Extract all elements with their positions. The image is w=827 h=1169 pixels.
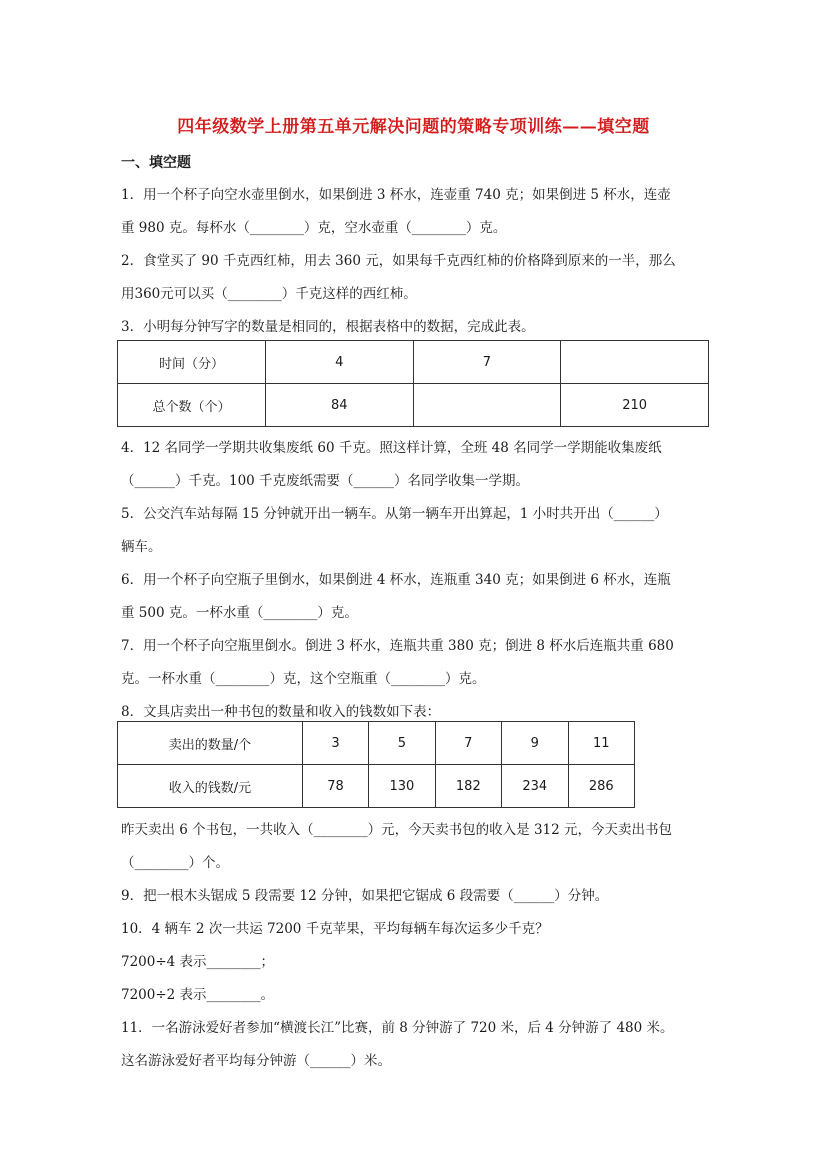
question-9-line-1: 9．把一根木头锯成 5 段需要 12 分钟，如果把它锯成 6 段需要（______）分钟。 <box>121 888 609 904</box>
question-5-line-2: 辆车。 <box>121 539 162 555</box>
table-row <box>118 384 709 427</box>
question-7-line-1: 7．用一个杯子向空瓶里倒水。倒进 3 杯水，连瓶共重 380 克；倒进 8 杯水后连瓶共重 680 <box>121 638 674 654</box>
question-8-line-1: 8．文具店卖出一种书包的数量和收入的钱数如下表： <box>121 704 441 720</box>
question-3-line-1: 3．小明每分钟写字的数量是相同的，根据表格中的数据，完成此表。 <box>121 319 535 335</box>
question-11-line-1: 11．一名游泳爱好者参加“横渡长江”比赛，前 8 分钟游了 720 米，后 4 分钟游了 480 米。 <box>121 1020 674 1036</box>
question-2-line-2: 用360元可以买（________）千克这样的西红柿。 <box>121 286 417 302</box>
question-1-line-2: 重 980 克。每杯水（________）克，空水壶重（________）克。 <box>121 220 507 236</box>
table-cell: 286 <box>568 765 635 808</box>
page-title: 四年级数学上册第五单元解决问题的策略专项训练——填空题 <box>177 117 650 137</box>
table-cell: 11 <box>568 722 635 765</box>
backpack-sales-table <box>117 721 635 808</box>
table-cell <box>413 384 561 427</box>
table-cell: 182 <box>435 765 501 808</box>
table-cell: 7 <box>435 722 501 765</box>
table-cell: 234 <box>502 765 568 808</box>
question-10-line-3: 7200÷2 表示________。 <box>121 987 275 1003</box>
question-6-line-2: 重 500 克。一杯水重（________）克。 <box>121 605 358 621</box>
question-4-line-2: （______）千克。100 千克废纸需要（______）名同学收集一学期。 <box>121 473 530 489</box>
table-cell: 总个数（个） <box>118 384 266 427</box>
table-cell: 9 <box>502 722 568 765</box>
question-4-line-1: 4．12 名同学一学期共收集废纸 60 千克。照这样计算，全班 48 名同学一学期能收集废纸 <box>121 440 662 456</box>
table-cell: 5 <box>369 722 435 765</box>
question-8-line-2: 昨天卖出 6 个书包，一共收入（________）元，今天卖书包的收入是 312 元，今天卖出书包 <box>121 822 673 838</box>
question-10-line-1: 10．4 辆车 2 次一共运 7200 千克苹果，平均每辆车每次运多少千克？ <box>121 921 549 937</box>
table-row <box>118 722 635 765</box>
table-cell: 卖出的数量/个 <box>118 722 303 765</box>
table-cell: 130 <box>369 765 435 808</box>
table-cell: 时间（分） <box>118 341 266 384</box>
question-5-line-1: 5．公交汽车站每隔 15 分钟就开出一辆车。从第一辆车开出算起，1 小时共开出（______） <box>121 506 668 522</box>
table-cell: 收入的钱数/元 <box>118 765 303 808</box>
table-row <box>118 765 635 808</box>
question-2-line-1: 2．食堂买了 90 千克西红柿，用去 360 元，如果每千克西红柿的价格降到原来的一半，那么 <box>121 253 676 269</box>
question-1-line-1: 1．用一个杯子向空水壶里倒水，如果倒进 3 杯水，连壶重 740 克；如果倒进 5 杯水，连壶 <box>121 187 671 203</box>
table-cell: 7 <box>413 341 561 384</box>
writing-rate-table <box>117 340 709 427</box>
table-cell: 3 <box>302 722 368 765</box>
question-11-line-2: 这名游泳爱好者平均每分钟游（______）米。 <box>121 1053 391 1069</box>
question-7-line-2: 克。一杯水重（________）克，这个空瓶重（________）克。 <box>121 671 486 687</box>
section-heading: 一、填空题 <box>121 155 191 171</box>
table-cell <box>561 341 709 384</box>
table-cell: 210 <box>561 384 709 427</box>
table-row <box>118 341 709 384</box>
table-cell: 4 <box>265 341 413 384</box>
table-cell: 78 <box>302 765 368 808</box>
question-8-line-3: （________）个。 <box>121 855 229 871</box>
question-6-line-1: 6．用一个杯子向空瓶子里倒水，如果倒进 4 杯水，连瓶重 340 克；如果倒进 6 杯水，连瓶 <box>121 572 671 588</box>
table-cell: 84 <box>265 384 413 427</box>
question-10-line-2: 7200÷4 表示________； <box>121 954 275 970</box>
